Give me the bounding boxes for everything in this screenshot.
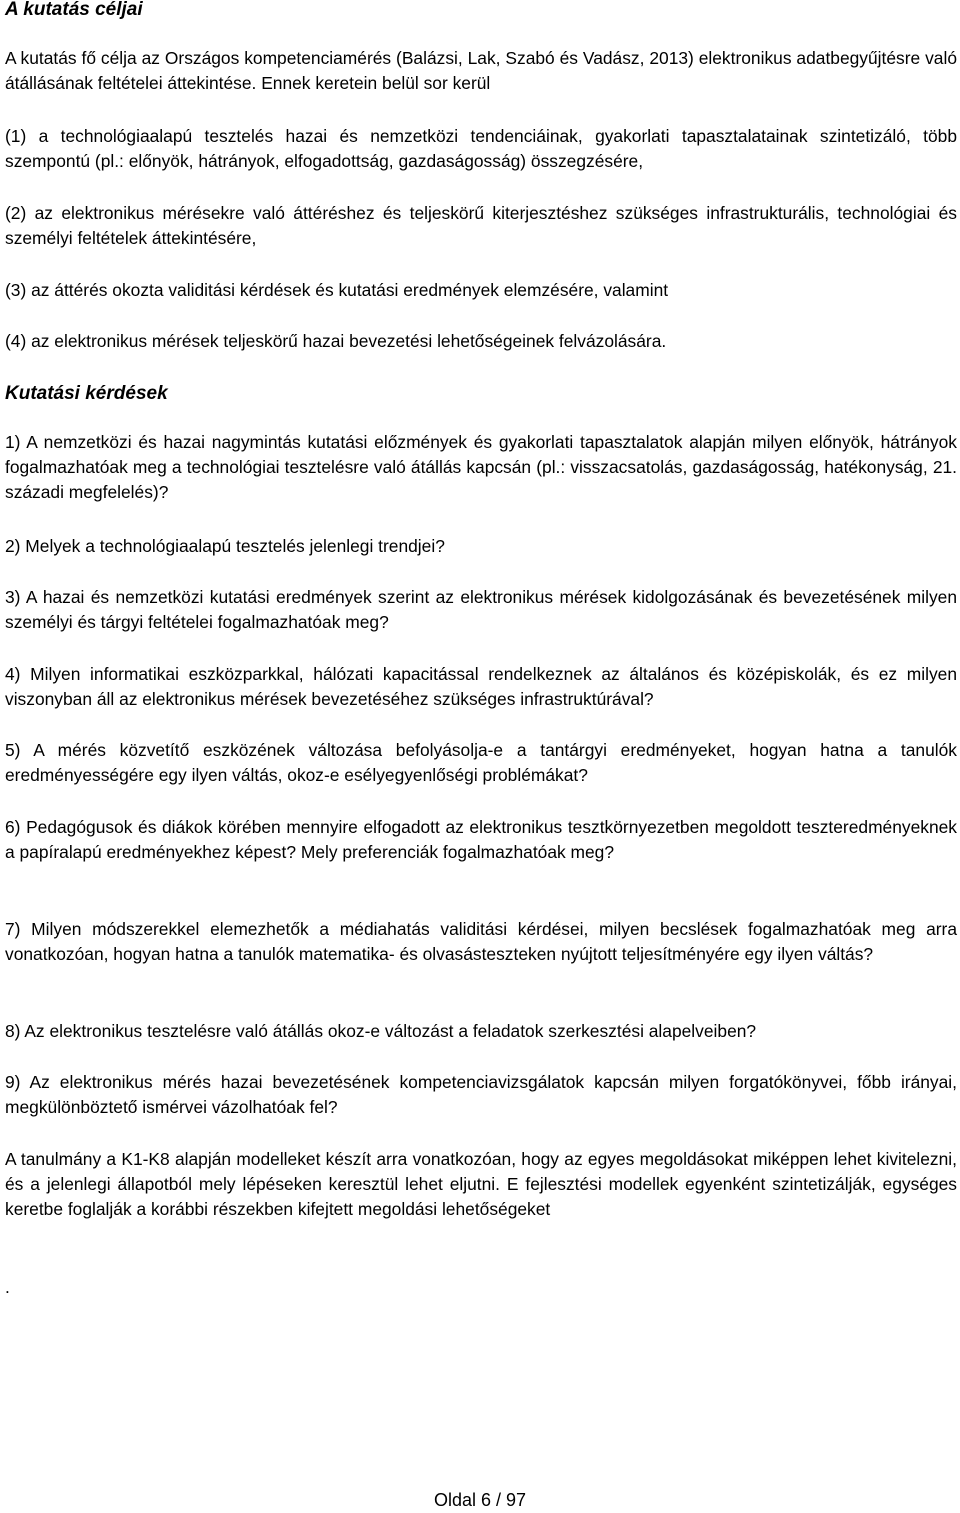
question-paragraph: 4) Milyen informatikai eszközparkkal, hálózati kapacitással rendelkeznek az általános és középiskolák, és ez milyen viszonyban áll az elektronikus mérések bevezetéséhez szükséges infrastruktúrával? <box>5 664 957 709</box>
summary-paragraph: A tanulmány a K1-K8 alapján modelleket készít arra vonatkozóan, hogy az egyes megoldásokat miképpen lehet kivitelezni, és a jelenlegi állapotból mely lépéseken keresztül lehet eljutni. E fejlesztési modellek egyenként szintetizálják, egységes keretbe foglalják a korábbi részekben kifejtett megoldási lehetőségeket <box>5 1149 957 1219</box>
question-paragraph: 9) Az elektronikus mérés hazai bevezetésének kompetenciavizsgálatok kapcsán milyen forgatókönyvei, főbb irányai, megkülönböztető ismérvei vázolhatóak fel? <box>5 1072 957 1117</box>
paragraph: (3) az áttérés okozta validitási kérdések és kutatási eredmények elemzésére, valamint <box>5 280 669 300</box>
question-paragraph: 1) A nemzetközi és hazai nagymintás kutatási előzmények és gyakorlati tapasztalatok alapján milyen előnyök, hátrányok fogalmazhatóak meg a technológiai tesztelésre való átállás kapcsán (pl.: visszacsatolás, gazdaságosság, hatékonyság, 21. századi megfelelés)? <box>5 432 957 502</box>
question-paragraph: 7) Milyen módszerekkel elemezhetők a médiahatás validitási kérdései, milyen becslések fogalmazhatóak meg arra vonatkozóan, hogyan hatna a tanulók matematika- és olvasásteszteken nyújtott teljesítményére egy ilyen váltás? <box>5 919 957 964</box>
paragraph: A kutatás fő célja az Országos kompetenciamérés (Balázsi, Lak, Szabó és Vadász, 2013) elektronikus adatbegyűjtésre való átállásának feltételei áttekintése. Ennek keretein belül sor kerül <box>5 48 957 93</box>
section-heading-goals: A kutatás céljai <box>5 0 143 20</box>
paragraph: (2) az elektronikus mérésekre való áttéréshez és teljeskörű kiterjesztéshez szükséges infrastrukturális, technológiai és személyi feltételek áttekintésére, <box>5 203 957 248</box>
paragraph: (4) az elektronikus mérések teljeskörű hazai bevezetési lehetőségeinek felvázolására. <box>5 331 667 351</box>
question-paragraph: 3) A hazai és nemzetközi kutatási eredmények szerint az elektronikus mérések kidolgozásának és bevezetésének milyen személyi és tárgyi feltételei fogalmazhatóak meg? <box>5 587 957 632</box>
question-paragraph: 2) Melyek a technológiaalapú tesztelés jelenlegi trendjei? <box>5 536 445 556</box>
trailing-dot: . <box>5 1277 10 1297</box>
page-number: Oldal 6 / 97 <box>433 1490 527 1510</box>
paragraph: (1) a technológiaalapú tesztelés hazai és nemzetközi tendenciáinak, gyakorlati tapasztalatainak szintetizáló, több szempontú (pl.: előnyök, hátrányok, elfogadottság, gazdaságosság) összegzésére, <box>5 126 957 171</box>
question-paragraph: 5) A mérés közvetítő eszközének változása befolyásolja-e a tantárgyi eredményeket, hogyan hatna a tanulók eredményességére egy ilyen váltás, okoz-e esélyegyenlőségi problémákat? <box>5 740 957 785</box>
section-heading-questions: Kutatási kérdések <box>5 383 168 404</box>
question-paragraph: 8) Az elektronikus tesztelésre való átállás okoz-e változást a feladatok szerkesztési alapelveiben? <box>5 1021 757 1041</box>
question-paragraph: 6) Pedagógusok és diákok körében mennyire elfogadott az elektronikus tesztkörnyezetben megoldott teszteredményeknek a papíralapú eredményekhez képest? Mely preferenciák fogalmazhatóak meg? <box>5 817 957 862</box>
